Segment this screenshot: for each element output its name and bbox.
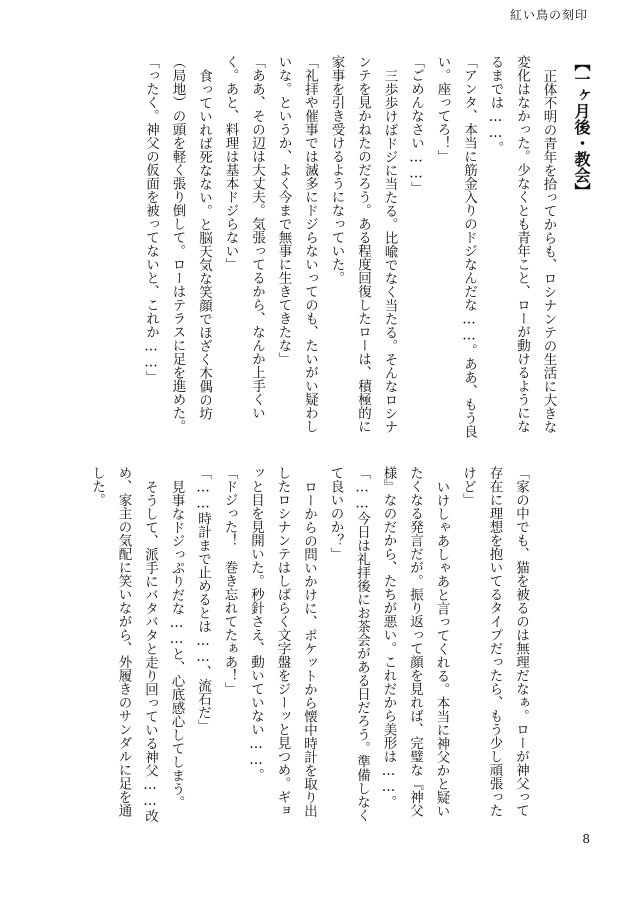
paragraph: 正体不明の青年を拾ってからも、ロシナンテの生活に大きな変化はなかった。少なくとも青年こと、ローが動けるようになるまでは……。 [487,55,557,433]
dialogue-line: 「ドジった！ 巻き忘れてたぁあ！」 [221,466,238,696]
dialogue-line: 「ああ、その辺は大丈夫。気張ってるから、なんか上手くいく。あと、料理は基本ドジらない」 [222,55,265,420]
page-number: 8 [582,832,590,846]
paragraph: 三歩歩けばドジに当たる。比喩でなく当たる。そんなロシナンテを見かねたのだろう。ある程度回復したローは、積極的に家事を引き受けるようになっていた。 [328,55,398,433]
running-title: 紅い鳥の刻印 [509,8,588,22]
dialogue-line: 「……時計まで止めるとは……、流石だ」 [195,466,211,733]
dialogue-line: 「アンタ、本当に筋金入りのドジなんだな……。ああ、もう良い。座ってろ！」 [434,55,477,438]
paragraph: いけしゃあしゃあと言ってくれる。本当に神父かと疑いたくなる発言だが。振り返って顔を見れば、完璧な『神父様』なのだから、たちが悪い。これだから美形は……。 [380,466,450,817]
section-heading: 【一ヶ月後・教会】 [572,55,591,199]
paragraph: 見事なドジっぷりだな……と、心底感心してしまう。 [168,479,185,809]
paragraph: 食っていれば死なない。と脳天気な笑顔でほざく木偶の坊（局地）の頭を軽く張り倒して。ローはテラスに足を進めた。 [169,55,212,433]
dialogue-line: 「家の中でも、猫を被るのは無理だなぁ。ローが神父って存在に理想を抱いてるタイプだったら、もう少し頑張ったけど」 [460,466,529,817]
dialogue-line: 「礼拝や催事では滅多にドジらないってのも、たいがい疑わしいな。というか、よく今まで無事に生きてきたな」 [275,55,318,433]
paragraph: ローからの問いかけに、ポケットから懐中時計を取り出したロシナンテはしばらく文字盤をジーッと見つめ。ギョッと目を見開いた。秒針さえ、動いていない……。 [248,466,317,817]
upper-text-block [138,55,595,445]
dialogue-line: 「ごめんなさい……」 [408,55,424,195]
lower-text-block [84,466,535,826]
paragraph: そうして、派手にバタバタと走り回っている神父……改め、家主の気配に笑いながら、外履きのサンダルに足を通した。 [89,466,158,822]
dialogue-line: 「ったく。神父の仮面を被ってないと、これか……」 [143,55,159,384]
dialogue-line: 「……今日は礼拝後にお茶会がある日だろう。準備しなくて良いのか？」 [327,466,370,822]
